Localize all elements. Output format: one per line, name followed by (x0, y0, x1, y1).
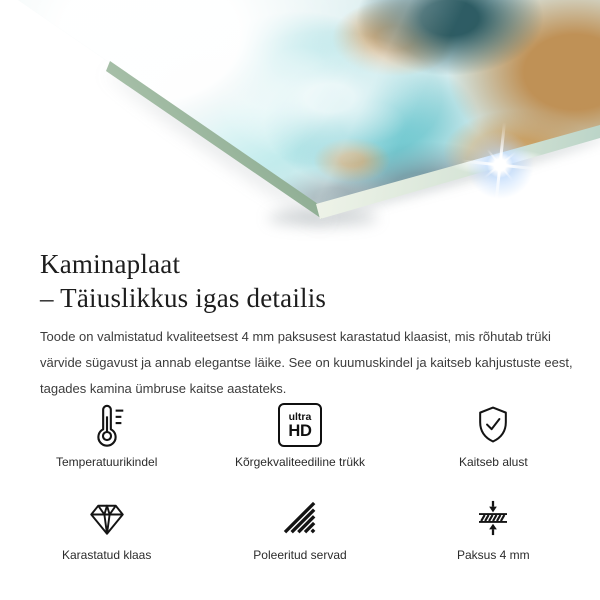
sparkle-star-icon (455, 120, 545, 210)
feature-thickness (397, 494, 590, 562)
thickness-arrows-icon (472, 494, 514, 542)
page-title-line2: – Täiuslikkus igas detailis (40, 283, 327, 314)
ultra-hd-icon (278, 401, 322, 449)
feature-label: Karastatud klaas (61, 548, 152, 562)
feature-polished-edges (203, 494, 396, 562)
feature-print-quality (203, 401, 396, 469)
product-photo (0, 0, 600, 232)
feature-label: Kõrgekvaliteediline trükk (234, 455, 366, 469)
product-description: Toode on valmistatud kvaliteetsest 4 mm paksusest karastatud klaasist, mis rõhutab trüki värvide sügavust ja annab elegantse läike. See on kuumuskindel ja kaitseb kahjustuste eest, tagades kamina ümbruse kaitse aastateks. (40, 329, 573, 396)
ultra-hd-badge (278, 403, 322, 447)
feature-label: Temperatuurikindel (55, 455, 158, 469)
ultra-hd-text-bottom: HD (288, 421, 312, 440)
feature-heat-resistant (10, 401, 203, 469)
feature-tempered-glass (10, 494, 203, 562)
page-title (40, 247, 326, 315)
ultra-hd-text-top: ultra (288, 410, 312, 423)
shield-check-icon (471, 401, 515, 449)
thermometer-icon (84, 401, 130, 449)
feature-label: Paksus 4 mm (456, 548, 530, 562)
diamond-icon (86, 494, 128, 542)
feature-protects-base (397, 401, 590, 469)
feature-label: Kaitseb alust (458, 455, 528, 469)
polished-edges-icon (280, 494, 320, 542)
page-title-line1: Kaminaplaat (40, 249, 181, 280)
feature-grid (10, 401, 590, 562)
feature-label: Poleeritud servad (253, 548, 347, 562)
